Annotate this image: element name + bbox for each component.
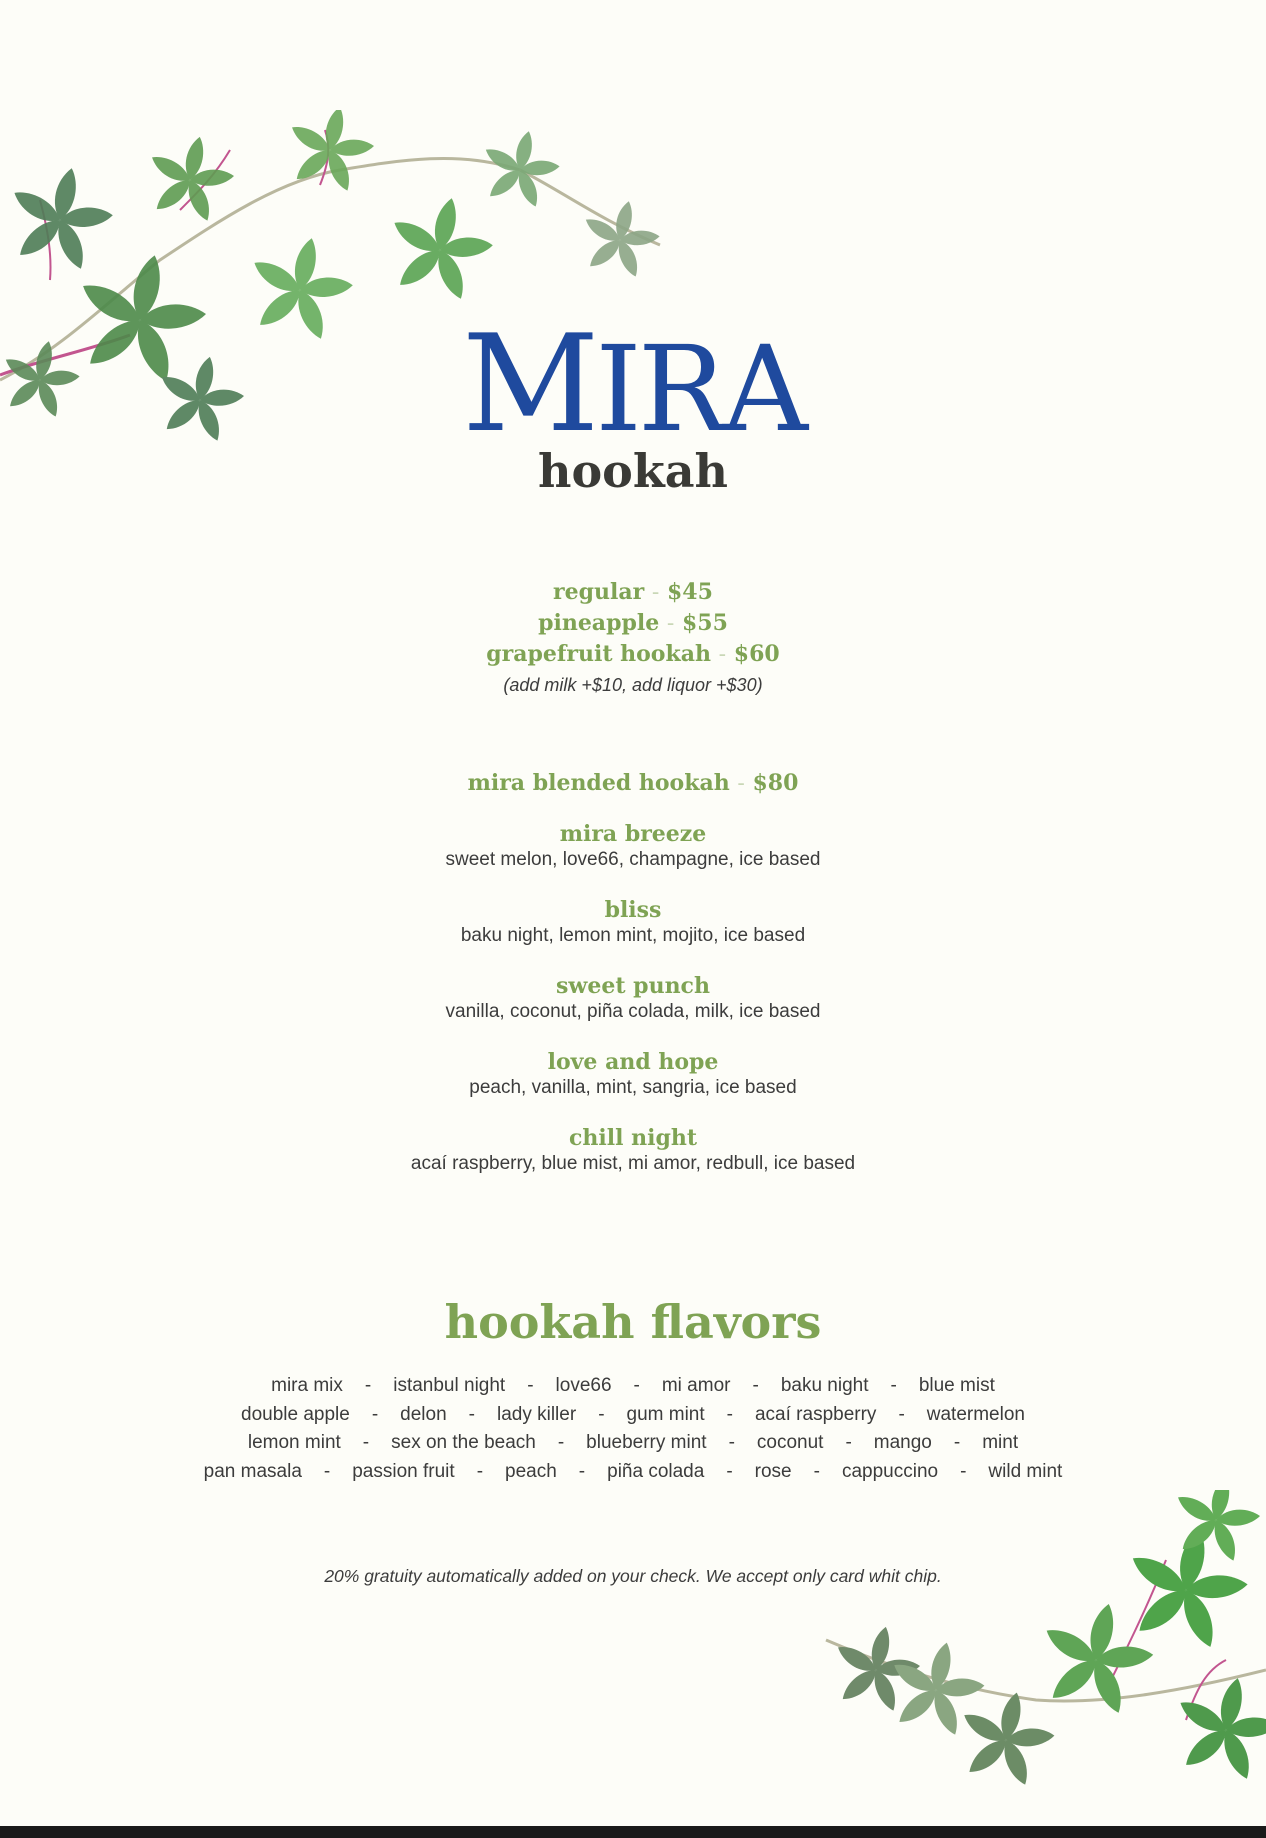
blend-item	[0, 1124, 1266, 1176]
blend-item	[0, 972, 1266, 1024]
bottom-bar	[0, 1826, 1266, 1838]
blend-description: peach, vanilla, mint, sangria, ice based	[469, 1077, 797, 1098]
pricing-section	[0, 577, 1266, 698]
gratuity-note: 20% gratuity automatically added on your check. We accept only card whit chip.	[324, 1566, 942, 1586]
brand-name: MIRA	[462, 306, 804, 462]
blend-description: sweet melon, love66, champagne, ice based	[445, 849, 821, 870]
blend-item	[0, 820, 1266, 872]
blend-description: vanilla, coconut, piña colada, milk, ice based	[445, 1001, 821, 1022]
blend-name: chill night	[568, 1125, 697, 1151]
blended-section	[0, 770, 1266, 1176]
blend-name: sweet punch	[556, 973, 710, 999]
blend-name: mira breeze	[559, 821, 707, 847]
brand-subtitle: hookah	[538, 444, 728, 498]
price-line-regular: regular - $45	[553, 579, 713, 605]
blend-item	[0, 896, 1266, 948]
flavor-row: pan masala - passion fruit - peach - piña colada - rose - cappuccino - wild mint	[203, 1460, 1063, 1482]
flavor-row: lemon mint - sex on the beach - blueberry mint - coconut - mango - mint	[247, 1432, 1019, 1453]
flavors-title: hookah flavors	[444, 1295, 822, 1349]
blend-name: love and hope	[547, 1049, 719, 1075]
flavor-row: mira mix - istanbul night - love66 - mi amor - baku night - blue mist	[271, 1375, 995, 1396]
blended-title: mira blended hookah - $80	[467, 770, 799, 796]
blend-description: acaí raspberry, blue mist, mi amor, redbull, ice based	[410, 1153, 856, 1174]
addons-note: (add milk +$10, add liquor +$30)	[503, 675, 763, 695]
blend-name: bliss	[604, 897, 662, 923]
flavor-row: double apple - delon - lady killer - gum mint - acaí raspberry - watermelon	[241, 1403, 1025, 1425]
price-line-grapefruit: grapefruit hookah - $60	[486, 641, 780, 667]
flavors-section	[0, 1294, 1266, 1486]
logo	[0, 306, 1266, 498]
blend-description: baku night, lemon mint, mojito, ice based	[460, 925, 806, 946]
footnote	[0, 1566, 1266, 1587]
vine-leaves-illustration-bottom	[806, 1490, 1266, 1790]
price-line-pineapple: pineapple - $55	[538, 610, 728, 636]
blend-item	[0, 1048, 1266, 1100]
